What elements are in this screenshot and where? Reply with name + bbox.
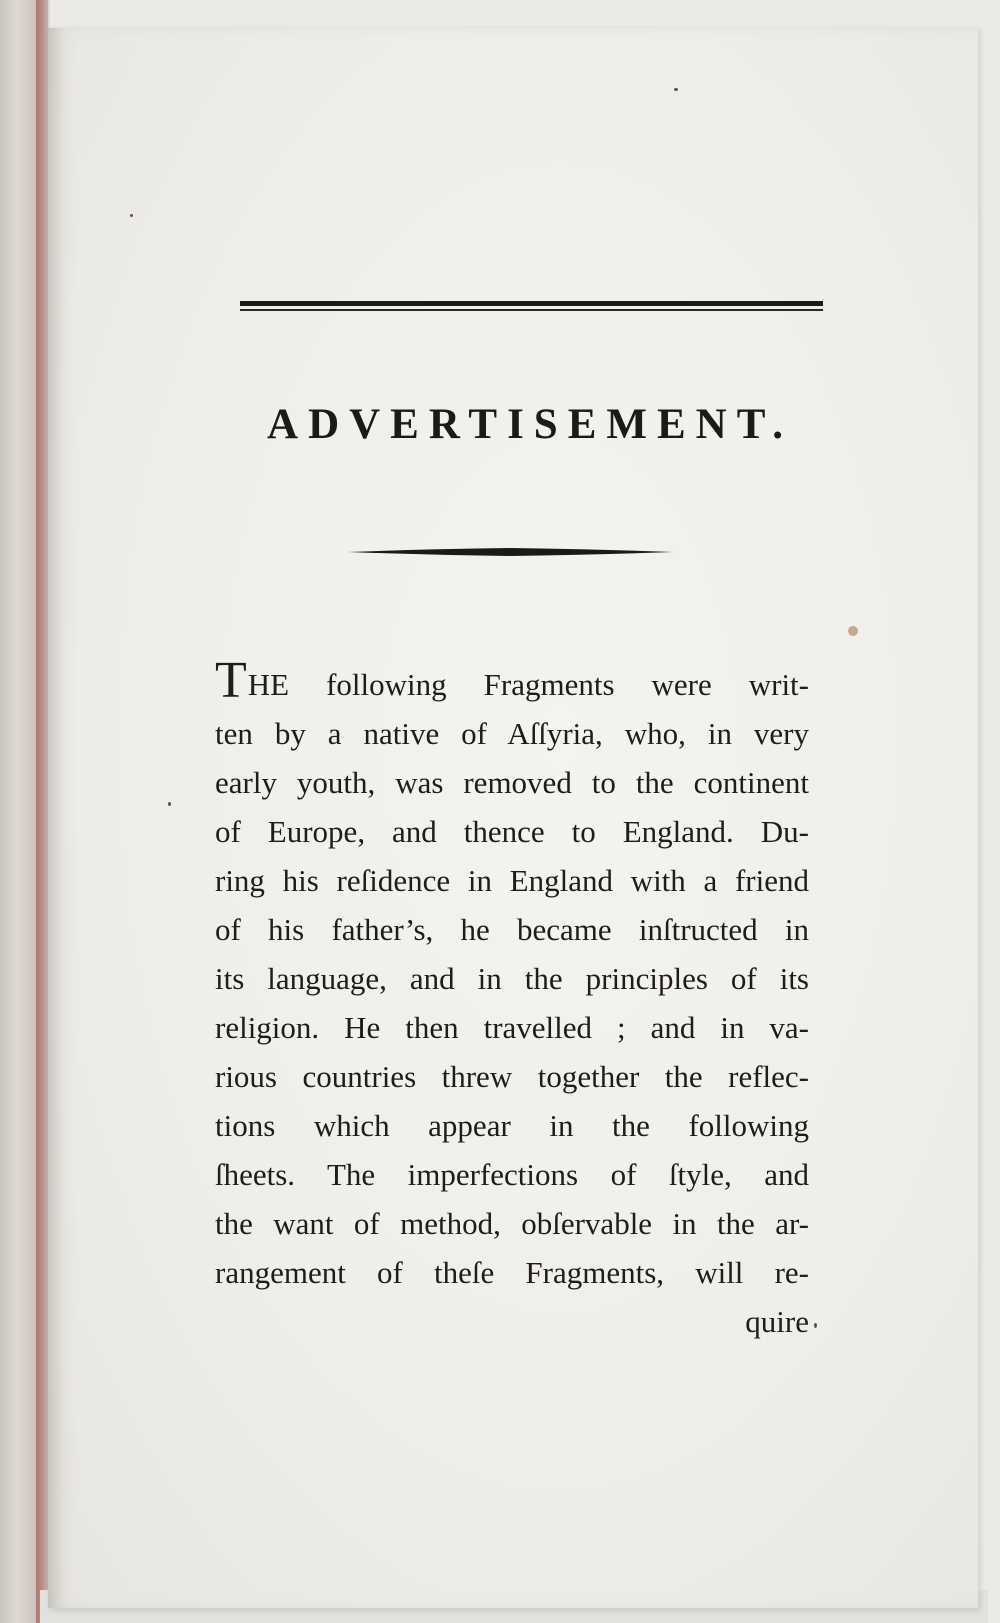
foxing-spot <box>848 626 858 636</box>
page-title: ADVERTISEMENT. <box>267 401 793 448</box>
advertisement-body <box>215 652 809 1346</box>
text-line: rangement of theſe Fragments, will re- <box>215 1255 809 1290</box>
catchword: quire <box>745 1304 809 1339</box>
paper-speck <box>814 1323 817 1328</box>
text-line: rious countries threw together the reflec- <box>215 1059 809 1094</box>
text-line: its language, and in the principles of its <box>215 961 809 996</box>
paper-speck <box>130 214 133 217</box>
text-line: THE following Fragments were writ- <box>215 652 809 709</box>
top-double-rule <box>240 301 823 313</box>
text-line: religion. He then travelled ; and in va- <box>215 1010 809 1045</box>
text-line: ſheets. The imperfections of ſtyle, and <box>215 1157 809 1192</box>
text-line: ring his reſidence in England with a friend <box>215 863 809 898</box>
paper-speck <box>674 88 678 91</box>
text-line: of Europe, and thence to England. Du- <box>215 814 809 849</box>
paper-speck <box>168 802 171 806</box>
text-line: ten by a native of Aſſyria, who, in very <box>215 716 809 751</box>
text-line: of his father’s, he became inſtructed in <box>215 912 809 947</box>
ornamental-rule <box>348 548 673 556</box>
drop-cap: T <box>215 652 247 709</box>
text-line: early youth, was removed to the continent <box>215 765 809 800</box>
text-line: the want of method, obſervable in the ar- <box>215 1206 809 1241</box>
text-line: tions which appear in the following <box>215 1108 809 1143</box>
